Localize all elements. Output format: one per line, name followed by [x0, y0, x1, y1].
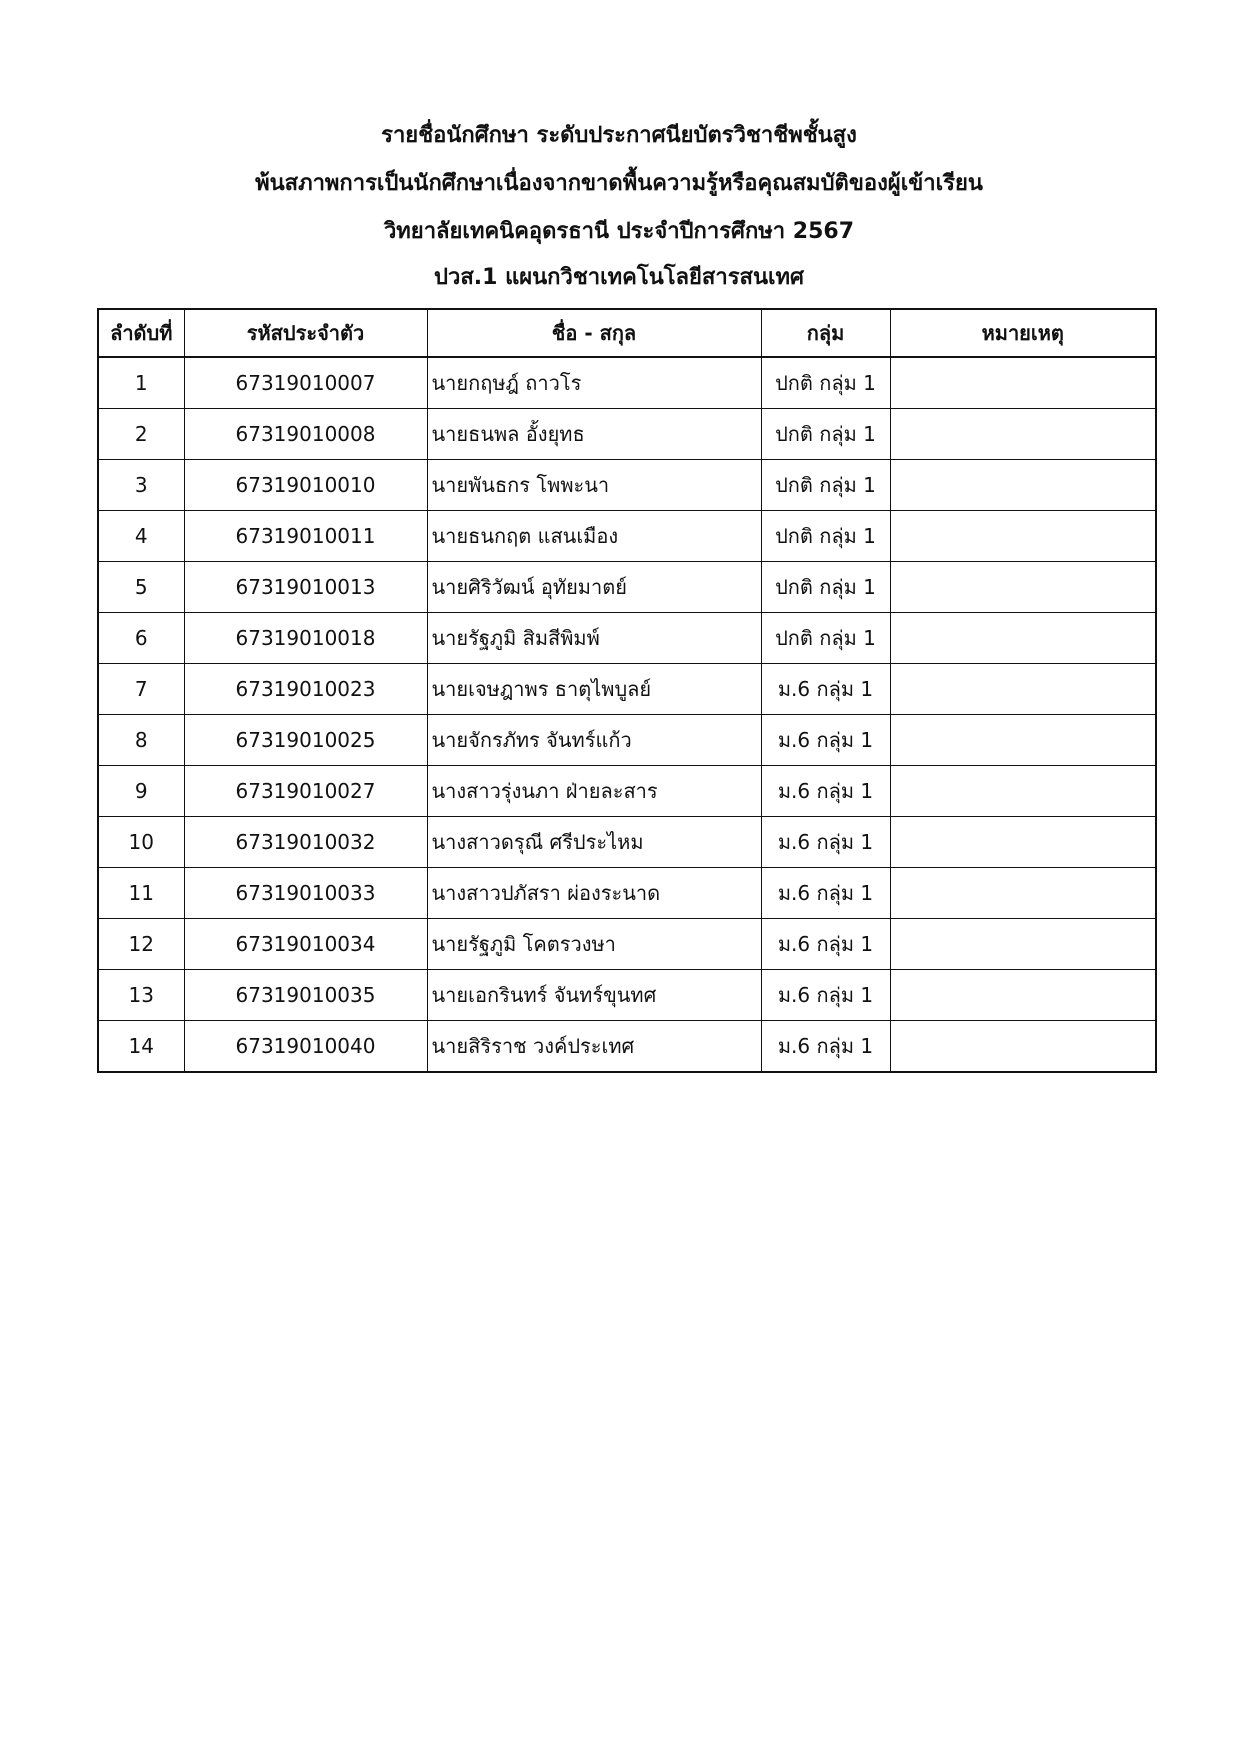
cell-no: 12	[98, 919, 184, 970]
table-row	[98, 357, 1156, 409]
cell-name: นางสาวดรุณี ศรีประไหม	[427, 817, 761, 868]
cell-group: ม.6 กลุ่ม 1	[761, 1021, 890, 1073]
table-row	[98, 919, 1156, 970]
cell-note	[890, 409, 1156, 460]
cell-student-id: 67319010023	[184, 664, 427, 715]
title-line-3: วิทยาลัยเทคนิคอุดรธานี ประจำปีการศึกษา 2567	[383, 219, 855, 244]
cell-student-id: 67319010008	[184, 409, 427, 460]
cell-note	[890, 562, 1156, 613]
cell-group: ม.6 กลุ่ม 1	[761, 664, 890, 715]
cell-no: 2	[98, 409, 184, 460]
column-header-no: ลำดับที่	[98, 309, 184, 357]
cell-group: ม.6 กลุ่ม 1	[761, 868, 890, 919]
table-row	[98, 868, 1156, 919]
cell-student-id: 67319010040	[184, 1021, 427, 1073]
cell-note	[890, 357, 1156, 409]
table-row	[98, 409, 1156, 460]
cell-name: นายจักรภัทร จันทร์แก้ว	[427, 715, 761, 766]
table-row	[98, 613, 1156, 664]
cell-name: นางสาวรุ่งนภา ฝ่ายละสาร	[427, 766, 761, 817]
cell-name: นายสิริราช วงค์ประเทศ	[427, 1021, 761, 1073]
cell-name: นายธนพล อั้งยุทธ	[427, 409, 761, 460]
cell-student-id: 67319010035	[184, 970, 427, 1021]
cell-note	[890, 613, 1156, 664]
cell-note	[890, 919, 1156, 970]
cell-group: ม.6 กลุ่ม 1	[761, 817, 890, 868]
column-header-note: หมายเหตุ	[890, 309, 1156, 357]
cell-note	[890, 817, 1156, 868]
cell-student-id: 67319010027	[184, 766, 427, 817]
program-title: ปวส.1 แผนกวิชาเทคโนโลยีสารสนเทศ	[434, 265, 804, 290]
table-row	[98, 460, 1156, 511]
cell-note	[890, 1021, 1156, 1073]
cell-student-id: 67319010013	[184, 562, 427, 613]
table-row	[98, 1021, 1156, 1073]
title-line-2: พ้นสภาพการเป็นนักศึกษาเนื่องจากขาดพื้นความรู้หรือคุณสมบัติของผู้เข้าเรียน	[255, 171, 983, 196]
cell-student-id: 67319010007	[184, 357, 427, 409]
cell-no: 6	[98, 613, 184, 664]
cell-no: 5	[98, 562, 184, 613]
table-body	[98, 357, 1156, 1072]
title-line-1: รายชื่อนักศึกษา ระดับประกาศนียบัตรวิชาชีพชั้นสูง	[381, 123, 857, 148]
student-roster-table	[97, 308, 1157, 1073]
column-header-name: ชื่อ - สกุล	[427, 309, 761, 357]
table-row	[98, 766, 1156, 817]
cell-note	[890, 715, 1156, 766]
cell-group: ปกติ กลุ่ม 1	[761, 357, 890, 409]
cell-no: 8	[98, 715, 184, 766]
cell-name: นายรัฐภูมิ สิมสีพิมพ์	[427, 613, 761, 664]
table-row	[98, 511, 1156, 562]
cell-note	[890, 766, 1156, 817]
document-header	[0, 112, 1238, 300]
table-row	[98, 970, 1156, 1021]
column-header-student-id: รหัสประจำตัว	[184, 309, 427, 357]
cell-no: 1	[98, 357, 184, 409]
cell-note	[890, 664, 1156, 715]
cell-note	[890, 511, 1156, 562]
cell-name: นายพันธกร โพพะนา	[427, 460, 761, 511]
table-header-row	[98, 309, 1156, 357]
cell-student-id: 67319010010	[184, 460, 427, 511]
cell-group: ปกติ กลุ่ม 1	[761, 511, 890, 562]
table-row	[98, 664, 1156, 715]
cell-name: นายธนกฤต แสนเมือง	[427, 511, 761, 562]
column-header-group: กลุ่ม	[761, 309, 890, 357]
table-row	[98, 817, 1156, 868]
cell-no: 3	[98, 460, 184, 511]
cell-student-id: 67319010034	[184, 919, 427, 970]
cell-name: นายศิริวัฒน์ อุทัยมาตย์	[427, 562, 761, 613]
cell-no: 4	[98, 511, 184, 562]
cell-name: นายเอกรินทร์ จันทร์ขุนทศ	[427, 970, 761, 1021]
cell-group: ม.6 กลุ่ม 1	[761, 919, 890, 970]
cell-no: 7	[98, 664, 184, 715]
table-row	[98, 715, 1156, 766]
cell-no: 14	[98, 1021, 184, 1073]
cell-student-id: 67319010033	[184, 868, 427, 919]
cell-note	[890, 460, 1156, 511]
cell-group: ม.6 กลุ่ม 1	[761, 715, 890, 766]
cell-no: 13	[98, 970, 184, 1021]
cell-student-id: 67319010018	[184, 613, 427, 664]
cell-group: ปกติ กลุ่ม 1	[761, 409, 890, 460]
cell-student-id: 67319010011	[184, 511, 427, 562]
cell-group: ม.6 กลุ่ม 1	[761, 970, 890, 1021]
cell-name: นางสาวปภัสรา ผ่องระนาด	[427, 868, 761, 919]
cell-student-id: 67319010025	[184, 715, 427, 766]
cell-no: 11	[98, 868, 184, 919]
cell-note	[890, 970, 1156, 1021]
cell-student-id: 67319010032	[184, 817, 427, 868]
cell-name: นายกฤษฎ์ ถาวโร	[427, 357, 761, 409]
table-row	[98, 562, 1156, 613]
cell-no: 9	[98, 766, 184, 817]
cell-name: นายเจษฎาพร ธาตุไพบูลย์	[427, 664, 761, 715]
cell-no: 10	[98, 817, 184, 868]
cell-group: ปกติ กลุ่ม 1	[761, 613, 890, 664]
cell-group: ปกติ กลุ่ม 1	[761, 562, 890, 613]
cell-group: ปกติ กลุ่ม 1	[761, 460, 890, 511]
cell-note	[890, 868, 1156, 919]
cell-group: ม.6 กลุ่ม 1	[761, 766, 890, 817]
cell-name: นายรัฐภูมิ โคตรวงษา	[427, 919, 761, 970]
